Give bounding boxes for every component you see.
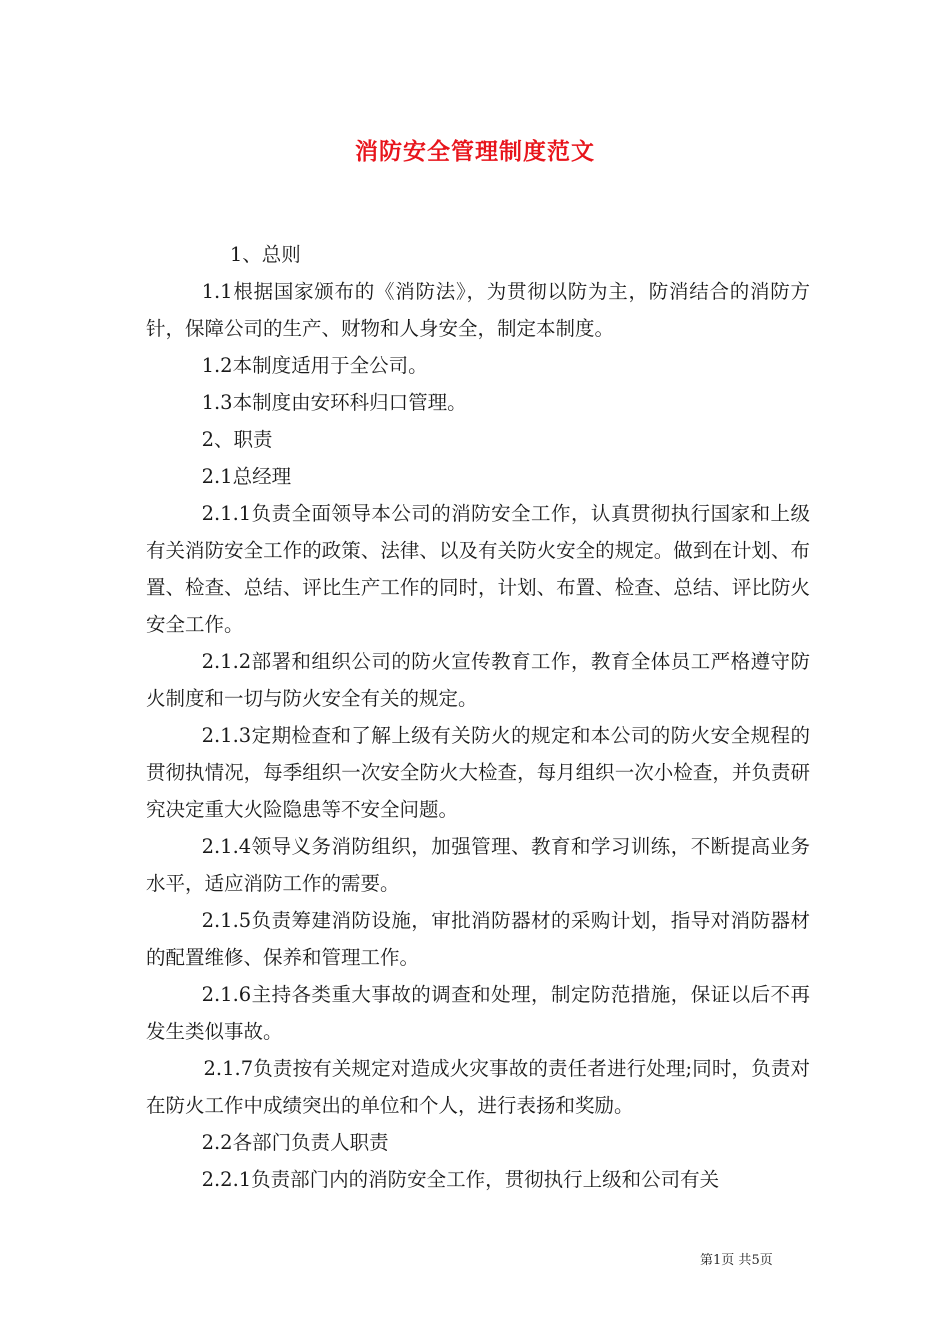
footer-prefix: 第 (700, 1253, 714, 1268)
paragraph: 2.1.6主持各类重大事故的调查和处理，制定防范措施，保证以后不再发生类似事故。 (146, 983, 810, 1043)
subsection-heading: 2.2各部门负责人职责 (201, 1131, 389, 1154)
paragraph: 1.3本制度由安环科归口管理。 (201, 391, 467, 414)
paragraph: 2.1.2部署和组织公司的防火宣传教育工作，教育全体员工严格遵守防火制度和一切与防火安全有关的规定。 (146, 650, 810, 710)
paragraph: 1.2本制度适用于全公司。 (201, 354, 428, 377)
page-number-footer (700, 1249, 820, 1268)
paragraph: 1.1根据国家颁布的《消防法》，为贯彻以防为主，防消结合的消防方针，保障公司的生产、财物和人身安全，制定本制度。 (146, 280, 810, 340)
subsection-heading: 2.1总经理 (201, 465, 292, 488)
document-body (146, 236, 810, 1198)
footer-total-pages: 5 (751, 1253, 760, 1268)
paragraph: 2.2.1负责部门内的消防安全工作，贯彻执行上级和公司有关 (201, 1168, 720, 1191)
paragraph: 2.1.5负责筹建消防设施，审批消防器材的采购计划，指导对消防器材的配置维修、保养和管理工作。 (146, 909, 810, 969)
paragraph: 2.1.3定期检查和了解上级有关防火的规定和本公司的防火安全规程的贯彻执情况，每季组织一次安全防火大检查，每月组织一次小检查，并负责研究决定重大火险隐患等不安全问题。 (146, 724, 810, 821)
paragraph: 2.1.7负责按有关规定对造成火灾事故的责任者进行处理;同时，负责对在防火工作中成绩突出的单位和个人，进行表扬和奖励。 (146, 1057, 810, 1117)
paragraph: 2.1.1负责全面领导本公司的消防安全工作，认真贯彻执行国家和上级有关消防安全工作的政策、法律、以及有关防火安全的规定。做到在计划、布置、检查、总结、评比生产工作的同时，计划、布置、检查、总结、评比防火安全工作。 (146, 502, 810, 636)
footer-suffix: 页 (759, 1253, 773, 1268)
section-heading: 2、职责 (201, 428, 273, 451)
document-title: 消防安全管理制度范文 (355, 138, 595, 165)
section-heading: 1、总则 (229, 243, 301, 266)
paragraph: 2.1.4领导义务消防组织，加强管理、教育和学习训练，不断提高业务水平，适应消防工作的需要。 (146, 835, 810, 895)
footer-middle: 页 共 (721, 1253, 752, 1268)
footer-current-page: 1 (713, 1253, 722, 1268)
